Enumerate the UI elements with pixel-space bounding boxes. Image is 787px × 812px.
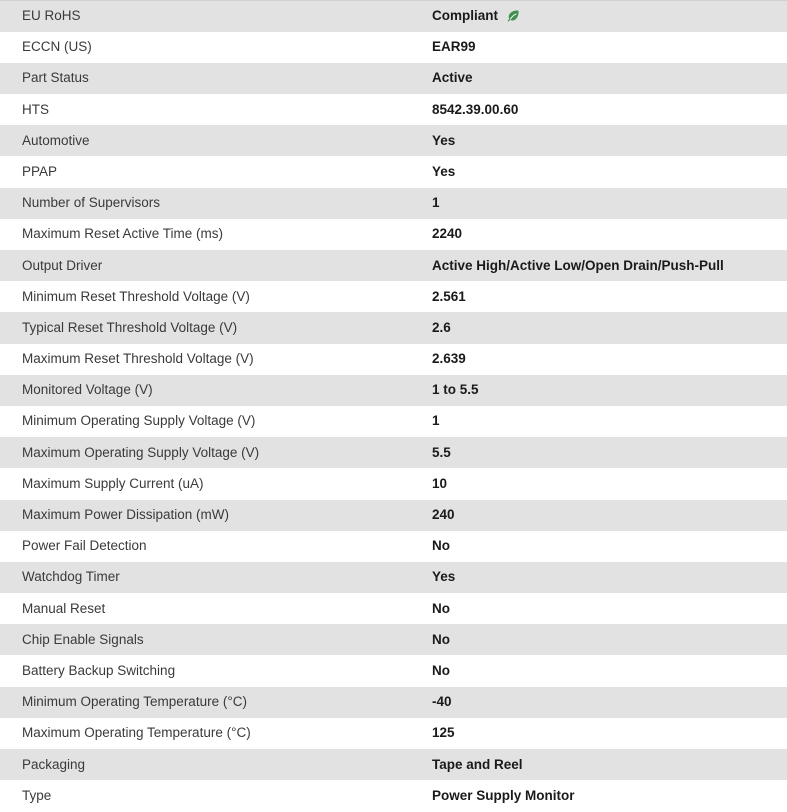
spec-value: -40	[432, 694, 452, 710]
spec-value-wrapper	[432, 289, 787, 305]
spec-value-cell	[410, 406, 787, 437]
table-row	[0, 500, 787, 531]
leaf-icon	[506, 9, 520, 23]
spec-value: 8542.39.00.60	[432, 101, 519, 117]
spec-value: 2.639	[432, 351, 466, 367]
spec-label: Maximum Supply Current (uA)	[22, 475, 204, 491]
spec-value-wrapper	[432, 133, 787, 149]
spec-label: Minimum Operating Supply Voltage (V)	[22, 413, 256, 429]
spec-value-wrapper	[432, 538, 787, 554]
spec-value-wrapper	[432, 569, 787, 585]
spec-label: Type	[22, 787, 52, 803]
spec-value: No	[432, 538, 450, 554]
table-row	[0, 312, 787, 343]
table-row	[0, 1, 787, 32]
spec-value-cell	[410, 687, 787, 718]
spec-value: Tape and Reel	[432, 756, 523, 772]
spec-value-wrapper	[432, 164, 787, 180]
spec-value: Active	[432, 70, 473, 86]
spec-value-wrapper	[432, 39, 787, 55]
spec-value-cell	[410, 718, 787, 749]
spec-label: Output Driver	[22, 257, 103, 273]
spec-label: Typical Reset Threshold Voltage (V)	[22, 319, 238, 335]
spec-label: Watchdog Timer	[22, 569, 120, 585]
spec-label: Battery Backup Switching	[22, 662, 176, 678]
spec-value-wrapper	[432, 476, 787, 492]
spec-label: Maximum Reset Active Time (ms)	[22, 226, 224, 242]
spec-label: Minimum Operating Temperature (°C)	[22, 694, 247, 710]
spec-label: Automotive	[22, 132, 90, 148]
spec-label: Part Status	[22, 70, 89, 86]
spec-label: Chip Enable Signals	[22, 631, 144, 647]
table-row	[0, 562, 787, 593]
spec-label: Maximum Reset Threshold Voltage (V)	[22, 351, 254, 367]
spec-value-wrapper	[432, 445, 787, 461]
spec-value: Yes	[432, 132, 456, 148]
spec-value: Power Supply Monitor	[432, 787, 575, 803]
spec-value: No	[432, 631, 450, 647]
spec-value-wrapper	[432, 351, 787, 367]
spec-label: Power Fail Detection	[22, 538, 147, 554]
table-row	[0, 780, 787, 811]
spec-label: Packaging	[22, 756, 86, 772]
spec-value-cell	[410, 63, 787, 94]
spec-value-wrapper	[432, 226, 787, 242]
spec-value: 125	[432, 725, 455, 741]
table-row	[0, 624, 787, 655]
table-row	[0, 655, 787, 686]
spec-value-cell	[410, 749, 787, 780]
spec-value-wrapper	[432, 757, 787, 773]
spec-value-cell	[410, 94, 787, 125]
spec-value-cell	[410, 219, 787, 250]
spec-label: ECCN (US)	[22, 39, 92, 55]
spec-value-wrapper	[432, 663, 787, 679]
spec-label: Minimum Reset Threshold Voltage (V)	[22, 288, 250, 304]
spec-value-cell	[410, 593, 787, 624]
table-row	[0, 468, 787, 499]
table-row	[0, 406, 787, 437]
spec-table-body	[0, 1, 787, 812]
spec-value-wrapper	[432, 601, 787, 617]
spec-value-cell	[410, 1, 787, 32]
table-row	[0, 687, 787, 718]
spec-value: Yes	[432, 569, 456, 585]
spec-value-cell	[410, 624, 787, 655]
spec-label: Maximum Operating Supply Voltage (V)	[22, 444, 260, 460]
table-row	[0, 437, 787, 468]
spec-label: Monitored Voltage (V)	[22, 382, 153, 398]
spec-value-wrapper	[432, 632, 787, 648]
spec-value: Compliant	[432, 8, 498, 24]
spec-value: 5.5	[432, 444, 451, 460]
spec-value-cell	[410, 562, 787, 593]
spec-value-wrapper	[432, 725, 787, 741]
spec-value-cell	[410, 468, 787, 499]
table-row	[0, 32, 787, 63]
spec-label: Maximum Operating Temperature (°C)	[22, 725, 251, 741]
spec-value-wrapper	[432, 413, 787, 429]
table-row	[0, 375, 787, 406]
spec-value-cell	[410, 250, 787, 281]
spec-value: 2240	[432, 226, 463, 242]
spec-value: 1 to 5.5	[432, 382, 479, 398]
spec-value: 10	[432, 475, 448, 491]
spec-value-cell	[410, 531, 787, 562]
spec-value-cell	[410, 375, 787, 406]
spec-value: Yes	[432, 163, 456, 179]
spec-value: 1	[432, 195, 440, 211]
table-row	[0, 718, 787, 749]
spec-value: No	[432, 600, 450, 616]
spec-value-wrapper	[432, 258, 787, 274]
spec-label: PPAP	[22, 163, 58, 179]
table-row	[0, 749, 787, 780]
spec-label: Manual Reset	[22, 600, 106, 616]
spec-value-cell	[410, 188, 787, 219]
table-row	[0, 156, 787, 187]
spec-value-cell	[410, 437, 787, 468]
spec-value-cell	[410, 655, 787, 686]
table-row	[0, 125, 787, 156]
table-row	[0, 344, 787, 375]
spec-value-cell	[410, 281, 787, 312]
spec-value-cell	[410, 500, 787, 531]
spec-value-wrapper	[432, 102, 787, 118]
table-row	[0, 188, 787, 219]
spec-value-wrapper	[432, 694, 787, 710]
table-row	[0, 63, 787, 94]
spec-value-cell	[410, 344, 787, 375]
spec-label: EU RoHS	[0, 1, 410, 32]
spec-value: 1	[432, 413, 440, 429]
spec-value-wrapper	[432, 8, 787, 24]
table-row	[0, 219, 787, 250]
spec-label: Number of Supervisors	[22, 195, 161, 211]
spec-value-wrapper	[432, 382, 787, 398]
spec-value-cell	[410, 125, 787, 156]
spec-value: No	[432, 662, 450, 678]
spec-value-cell	[410, 312, 787, 343]
spec-value-wrapper	[432, 320, 787, 336]
table-row	[0, 531, 787, 562]
spec-value-wrapper	[432, 507, 787, 523]
spec-value-cell	[410, 156, 787, 187]
table-row	[0, 281, 787, 312]
spec-label: HTS	[22, 101, 49, 117]
spec-value-wrapper	[432, 70, 787, 86]
spec-value-cell	[410, 780, 787, 811]
spec-value: 240	[432, 507, 455, 522]
spec-value: Active High/Active Low/Open Drain/Push-Pull	[432, 257, 724, 273]
spec-value: 2.561	[432, 288, 466, 304]
spec-value: 2.6	[432, 319, 451, 335]
spec-value: EAR99	[432, 39, 476, 55]
spec-value-wrapper	[432, 788, 787, 804]
spec-label: Maximum Power Dissipation (mW)	[22, 507, 230, 522]
table-row	[0, 593, 787, 624]
spec-value-cell	[410, 32, 787, 63]
spec-value-wrapper	[432, 195, 787, 211]
table-row	[0, 94, 787, 125]
table-row	[0, 250, 787, 281]
